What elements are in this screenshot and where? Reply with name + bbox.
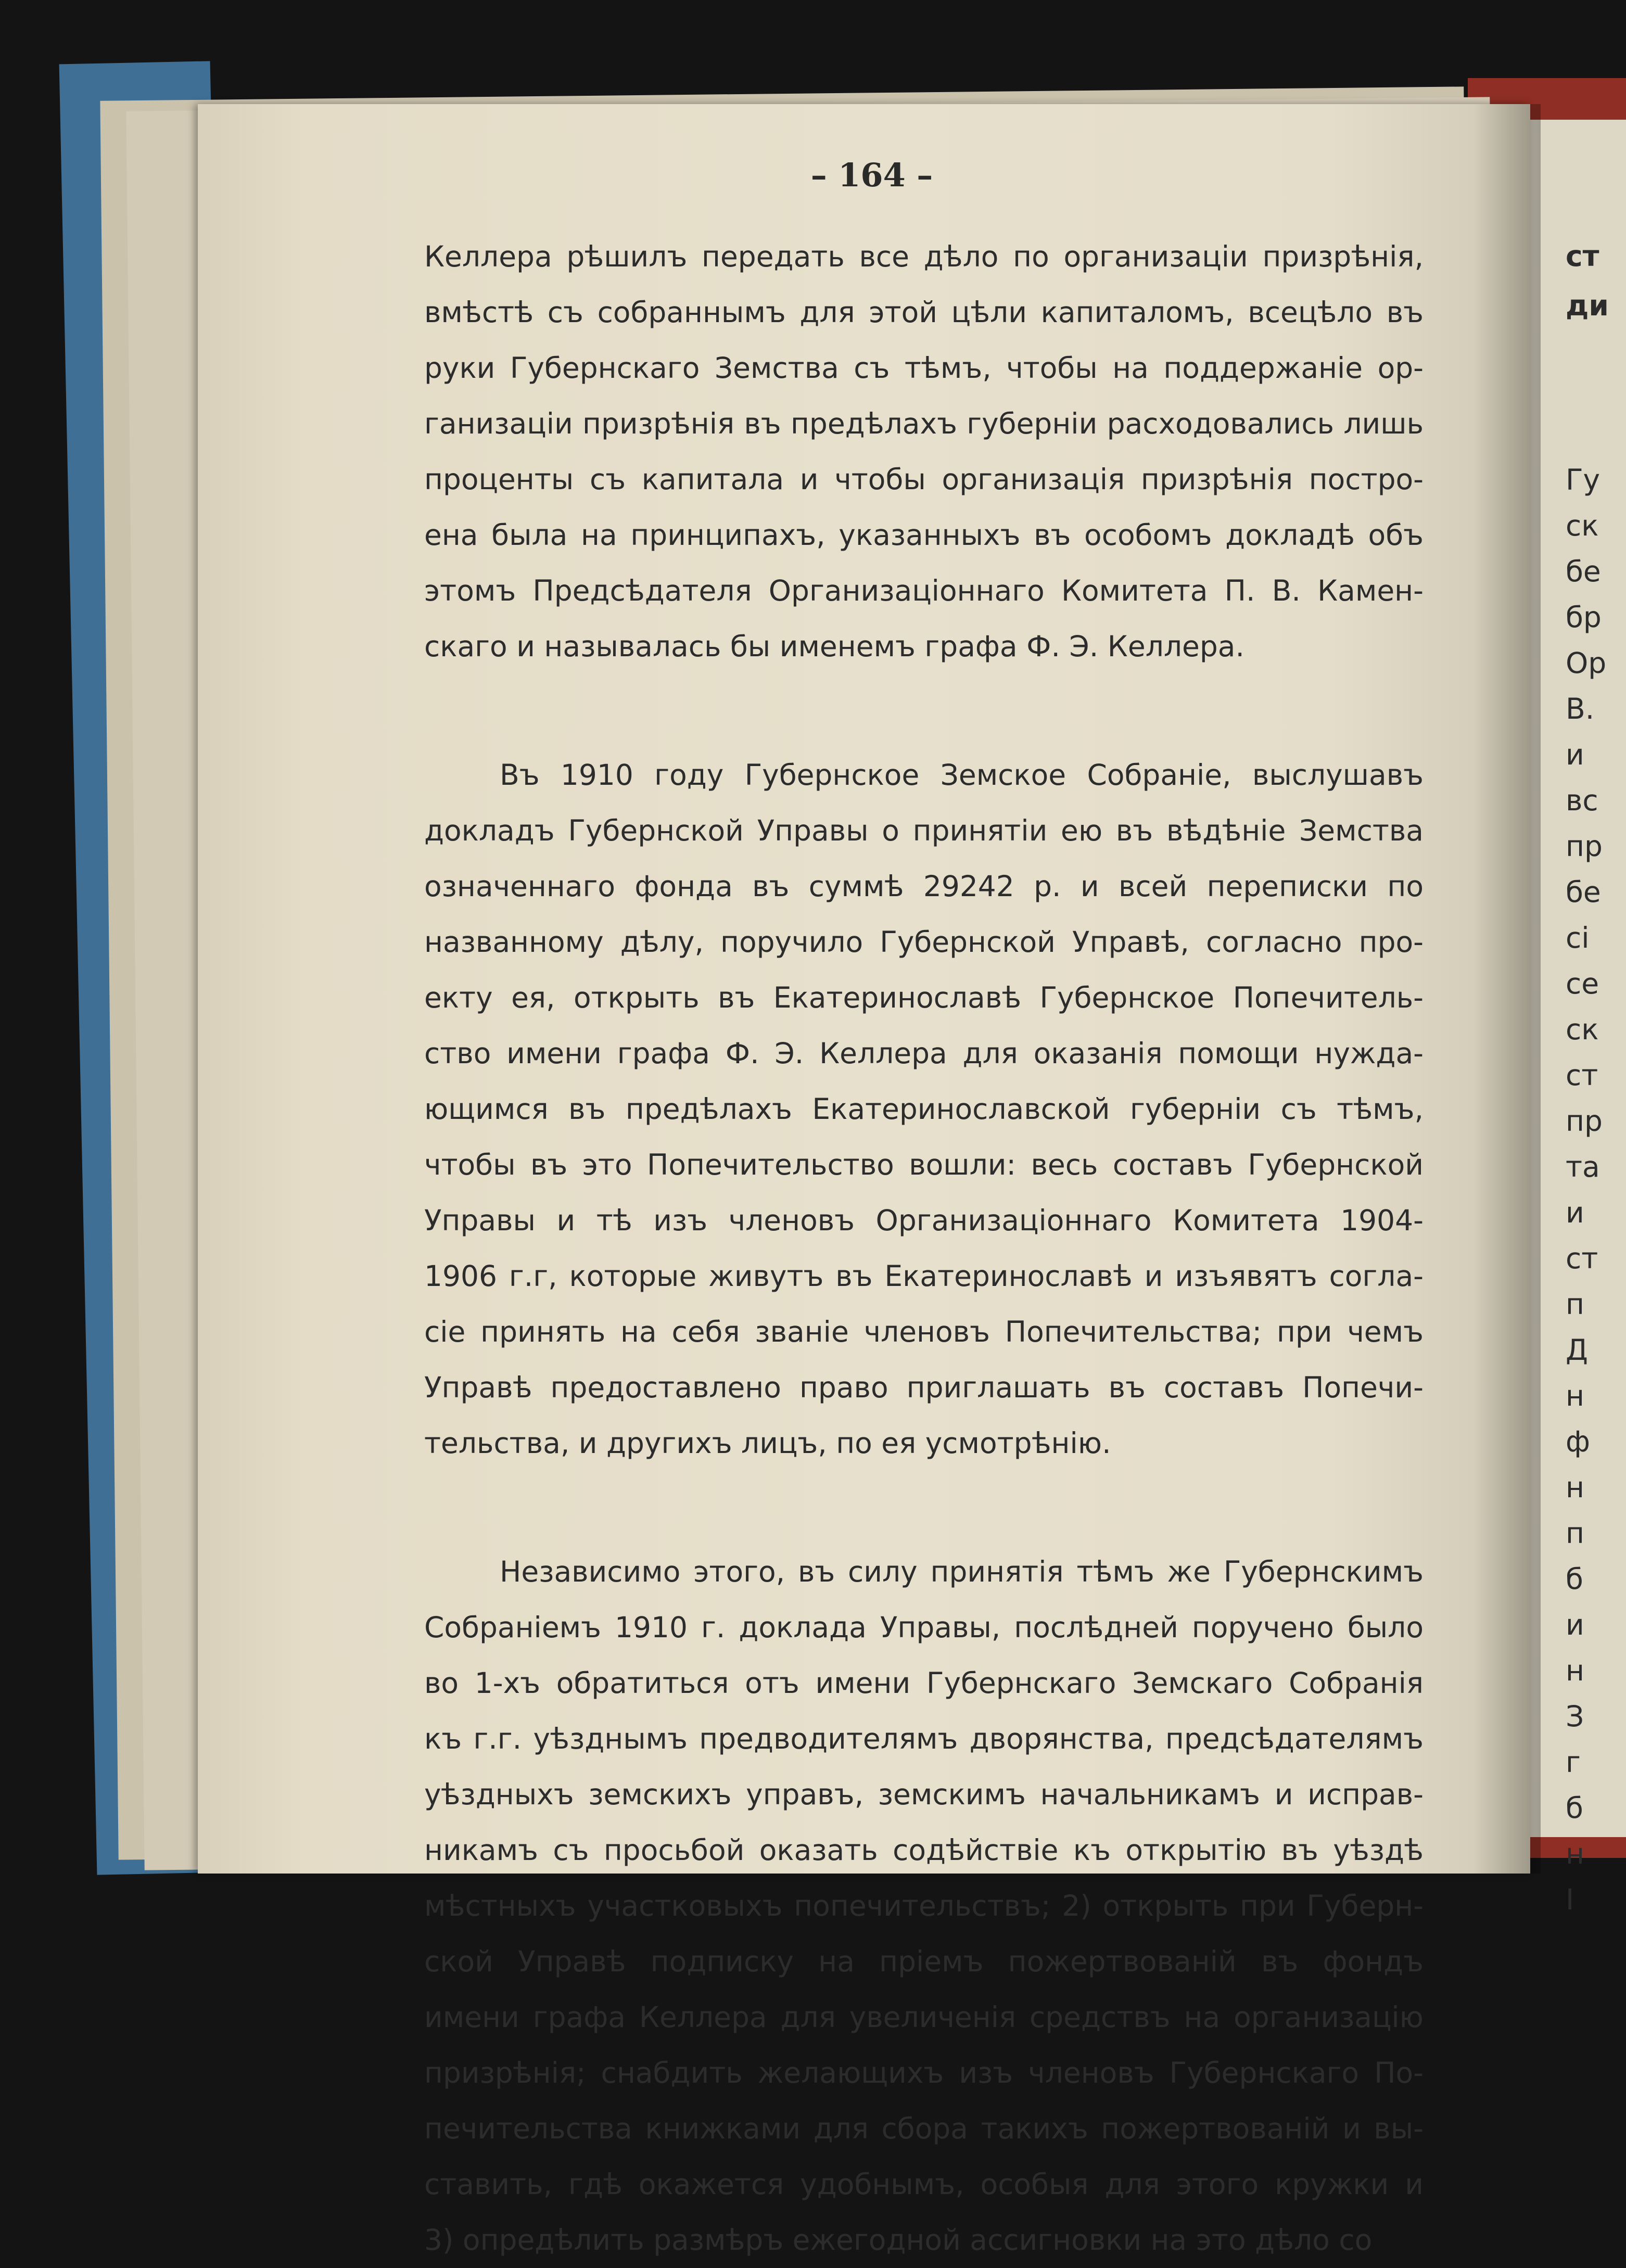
text-line: Келлера рѣшилъ передать все дѣло по организаціи призрѣнія,: [424, 240, 1424, 273]
text-line: 1906 г.г, которые живутъ въ Екатеринославѣ и изъявятъ согла-: [424, 1259, 1424, 1293]
text-line: имени графа Келлера для увеличенія средствъ на организацію: [424, 2001, 1424, 2034]
facing-line-fragment: се: [1566, 967, 1599, 1000]
text-line: къ г.г. уѣзднымъ предводителямъ дворянства, предсѣдателямъ: [424, 1722, 1424, 1755]
text-line: проценты съ капитала и чтобы организація призрѣнія постро-: [424, 463, 1424, 496]
text-line: вмѣстѣ съ собраннымъ для этой цѣли капиталомъ, всецѣло въ: [424, 296, 1424, 329]
facing-line-fragment: ст: [1566, 1242, 1598, 1275]
facing-line-fragment: сі: [1566, 921, 1590, 954]
text-line: ской Управѣ подписку на пріемъ пожертвованій въ фондъ: [424, 1945, 1424, 1978]
text-line: уѣздныхъ земскихъ управъ, земскимъ начальникамъ и исправ-: [424, 1778, 1424, 1811]
text-line: названному дѣлу, поручило Губернской Управѣ, согласно про-: [424, 925, 1424, 959]
text-line: во 1-хъ обратиться отъ имени Губернскаго Земскаго Собранія: [424, 1666, 1424, 1700]
text-line: Въ 1910 году Губернское Земское Собраніе, выслушавъ: [500, 758, 1424, 792]
page-number: – 164 –: [810, 156, 933, 194]
paragraph-gap: [424, 1471, 1424, 1544]
facing-line-fragment: н: [1566, 1654, 1584, 1687]
text-line: ганизаціи призрѣнія въ предѣлахъ губерніи расходовались лишь: [424, 407, 1424, 440]
facing-line-fragment: ск: [1566, 1013, 1599, 1046]
facing-line-fragment: ст: [1566, 239, 1599, 273]
page-text: [424, 229, 1424, 2268]
text-line: Управы и тѣ изъ членовъ Организаціоннаго Комитета 1904-: [424, 1204, 1424, 1237]
facing-line-fragment: п: [1566, 1517, 1584, 1550]
facing-line-fragment: бр: [1566, 601, 1602, 634]
facing-line-fragment: б: [1566, 1791, 1583, 1825]
text-line: означеннаго фонда въ суммѣ 29242 р. и всей переписки по: [424, 870, 1424, 903]
facing-line-fragment: ст: [1566, 1059, 1598, 1092]
text-line: печительства книжками для сбора такихъ пожертвованій и вы-: [424, 2112, 1424, 2145]
gutter-shadow: [1473, 104, 1541, 1874]
text-line: призрѣнія; снабдить желающихъ изъ членовъ Губернскаго По-: [424, 2056, 1424, 2089]
text-line: мѣстныхъ участковыхъ попечительствъ; 2) открыть при Губерн-: [424, 1889, 1424, 1922]
text-line: тельства, и другихъ лицъ, по ея усмотрѣнію.: [424, 1426, 1111, 1460]
facing-line-fragment: н: [1566, 1471, 1584, 1504]
facing-line-fragment: пр: [1566, 830, 1603, 863]
text-line: докладъ Губернской Управы о принятіи ею въ вѣдѣніе Земства: [424, 814, 1424, 847]
text-line: екту ея, открыть въ Екатеринославѣ Губернское Попечитель-: [424, 981, 1424, 1014]
facing-line-fragment: бе: [1566, 875, 1601, 909]
facing-line-fragment: та: [1566, 1150, 1600, 1183]
text-line: скаго и называлась бы именемъ графа Ф. Э. Келлера.: [424, 630, 1244, 663]
facing-line-fragment: и: [1566, 738, 1584, 771]
facing-line-fragment: ф: [1566, 1425, 1591, 1458]
paragraph: [424, 747, 1424, 1471]
text-line: Управѣ предоставлено право приглашать въ составъ Попечи-: [424, 1371, 1424, 1404]
facing-line-fragment: В.: [1566, 692, 1595, 725]
paragraph-gap: [424, 674, 1424, 747]
text-line: ена была на принципахъ, указанныхъ въ особомъ докладѣ объ: [424, 518, 1424, 552]
facing-line-fragment: г: [1566, 1745, 1581, 1779]
facing-line-fragment: З: [1566, 1700, 1584, 1733]
text-line: руки Губернскаго Земства съ тѣмъ, чтобы на поддержаніе ор-: [424, 351, 1424, 385]
text-line: Независимо этого, въ силу принятія тѣмъ же Губернскимъ: [500, 1555, 1424, 1588]
paragraph: [424, 229, 1424, 674]
text-line: никамъ съ просьбой оказать содѣйствіе къ открытію въ уѣздѣ: [424, 1833, 1424, 1867]
facing-line-fragment: н: [1566, 1379, 1584, 1412]
facing-line-fragment: ск: [1566, 509, 1599, 542]
text-line: Собраніемъ 1910 г. доклада Управы, послѣдней поручено было: [424, 1611, 1424, 1644]
facing-line-fragment: Д: [1566, 1333, 1588, 1367]
facing-line-fragment: пр: [1566, 1104, 1603, 1138]
facing-line-fragment: вс: [1566, 784, 1598, 817]
text-line: ющимся въ предѣлахъ Екатеринославской губерніи съ тѣмъ,: [424, 1092, 1424, 1126]
facing-line-fragment: и: [1566, 1196, 1584, 1229]
text-line: сіе принять на себя званіе членовъ Попечительства; при чемъ: [424, 1315, 1424, 1348]
text-line: 3) опредѣлить размѣръ ежегодной ассигновки на это дѣло со: [424, 2223, 1373, 2257]
text-line: этомъ Предсѣдателя Организаціоннаго Комитета П. В. Камен-: [424, 574, 1424, 607]
facing-line-fragment: п: [1566, 1288, 1584, 1321]
facing-line-fragment: и: [1566, 1608, 1584, 1641]
facing-line-fragment: I: [1566, 1883, 1574, 1916]
paragraph: [424, 1544, 1424, 2268]
text-line: ставить, гдѣ окажется удобнымъ, особыя для этого кружки и: [424, 2168, 1424, 2201]
facing-line-fragment: б: [1566, 1562, 1583, 1596]
text-line: чтобы въ это Попечительство вошли: весь составъ Губернской: [424, 1148, 1424, 1181]
facing-line-fragment: н: [1566, 1837, 1584, 1870]
facing-line-fragment: ди: [1566, 289, 1609, 322]
facing-line-fragment: бе: [1566, 555, 1601, 588]
facing-line-fragment: Гу: [1566, 463, 1600, 496]
text-line: ство имени графа Ф. Э. Келлера для оказанія помощи нужда-: [424, 1037, 1424, 1070]
facing-line-fragment: Ор: [1566, 646, 1607, 680]
